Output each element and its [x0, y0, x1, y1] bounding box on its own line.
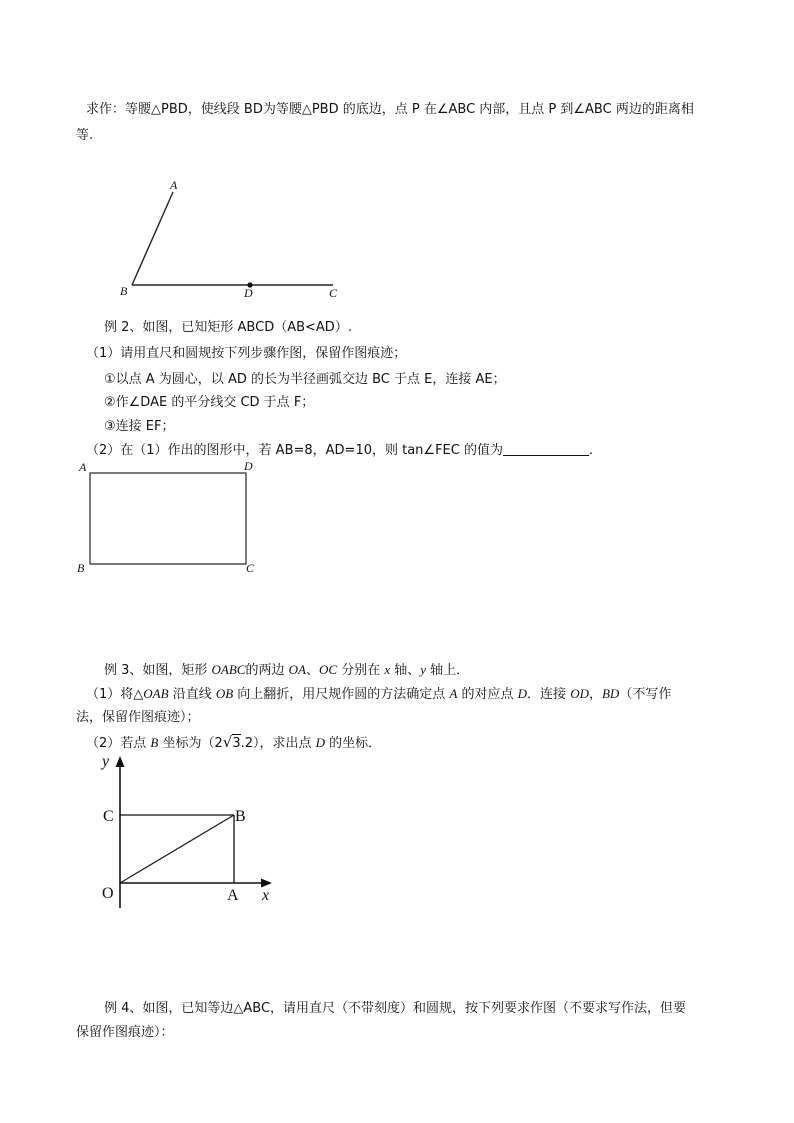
ex2-step2: ②作∠DAE 的平分线交 CD 于点 F； [104, 395, 315, 410]
label-d: D [244, 459, 253, 473]
label-d: D [244, 286, 253, 300]
ex4-text-line1: 例 4、如图，已知等边△ABC，请用直尺（不带刻度）和圆规，按下列要求作图（不要求写作法，但要 [104, 1001, 687, 1016]
t-b: B [150, 735, 159, 750]
t-a: A [449, 686, 458, 701]
ex2-step3: ③连接 EF； [104, 419, 175, 434]
t: 的对应点 [457, 687, 518, 702]
t: 的两边 [245, 663, 289, 678]
t-bd: BD [601, 686, 620, 701]
ex2-question2-end: . [588, 443, 594, 458]
t: 坐标为（2 [158, 736, 223, 751]
ex2-title: 例 2、如图，已知矩形 ABCD（AB<AD）. [104, 320, 352, 335]
label-a: A [79, 460, 87, 474]
t: 轴上． [426, 663, 470, 678]
label-a: A [227, 887, 239, 904]
t: 的坐标． [325, 736, 382, 751]
t: ， [588, 687, 602, 702]
label-b: B [77, 561, 85, 575]
label-b: B [235, 808, 246, 825]
t-x: x [384, 662, 391, 677]
y-axis-arrow [116, 756, 125, 767]
ex2-question1: （1）请用直尺和圆规按下列步骤作图，保留作图痕迹； [86, 346, 407, 361]
t: （2）若点 [86, 736, 151, 751]
ex3-question1-line2: 法，保留作图痕迹）； [76, 710, 200, 725]
label-b: B [120, 284, 128, 298]
t: 、 [305, 663, 319, 678]
label-c: C [329, 286, 338, 300]
t-oa: OA [288, 662, 306, 677]
t-oabc: OABC [211, 662, 246, 677]
t: （1）将△ [86, 687, 144, 702]
t: 例 3、如图，矩形 [104, 663, 212, 678]
ex1-text-line2: 等. [76, 128, 94, 143]
t-d: D [517, 686, 528, 701]
label-x: x [262, 887, 270, 904]
ex1-text-line1: 求作：等腰△PBD，使线段 BD为等腰△PBD 的底边，点 P 在∠ABC 内部，且点 P 到∠ABC 两边的距离相 [86, 102, 694, 117]
t: 轴、 [390, 663, 421, 678]
t: （不写作 [619, 687, 672, 702]
t-od: OD [570, 686, 589, 701]
t-oc: OC [319, 662, 338, 677]
t-y: y [420, 662, 427, 677]
ex2-step1: ①以点 A 为圆心，以 AD 的长为半径画弧交边 BC 于点 E，连接 AE； [104, 372, 506, 387]
t: 分别在 [337, 663, 385, 678]
sqrt-radicand: 3 [232, 736, 241, 751]
label-o: O [102, 885, 114, 902]
label-c: C [103, 808, 114, 825]
t: .2），求出点 [240, 736, 316, 751]
label-y: y [102, 753, 110, 770]
t: ．连接 [527, 687, 571, 702]
label-c: C [246, 561, 255, 575]
sqrt-sign: √ [222, 733, 233, 751]
diagonal-ob [120, 815, 234, 883]
t-ob: OB [215, 686, 234, 701]
label-a: A [170, 178, 178, 192]
t-oab: OAB [143, 686, 169, 701]
ex2-question2-text: （2）在（1）作出的图形中，若 AB=8，AD=10，则 tan∠FEC 的值为 [86, 443, 503, 458]
ex4-text-line2: 保留作图痕迹）： [76, 1025, 174, 1040]
t: 向上翻折，用尺规作圆的方法确定点 [233, 687, 450, 702]
t-d: D [315, 735, 326, 750]
t: 沿直线 [168, 687, 216, 702]
